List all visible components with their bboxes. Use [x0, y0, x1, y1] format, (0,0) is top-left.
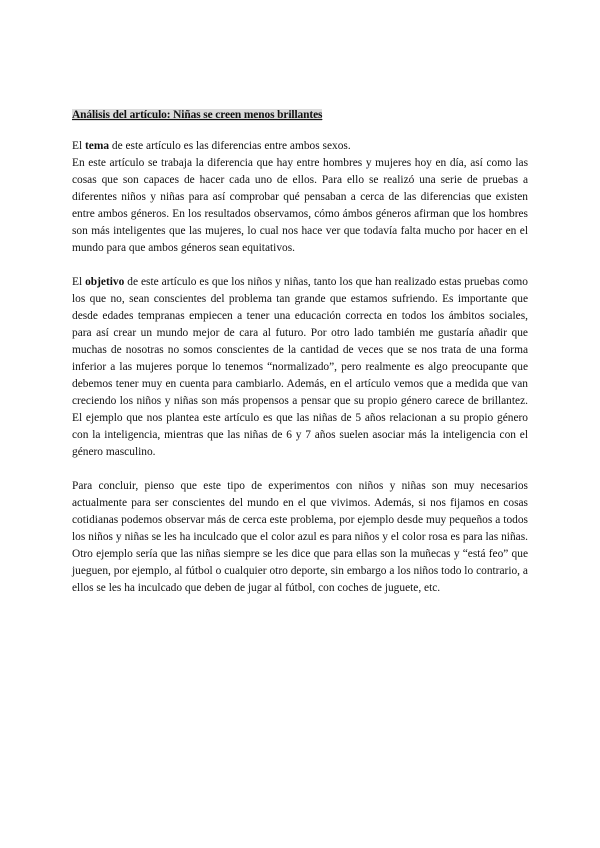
title-line [72, 108, 528, 123]
tema-prefix: El [72, 140, 85, 152]
tema-text: de este artículo es las diferencias entre ambos sexos. [109, 140, 351, 152]
tema-line [72, 138, 528, 155]
document-body [72, 108, 528, 597]
tema-keyword: tema [84, 140, 110, 152]
objetivo-text: de este artículo es que los niños y niñas, tanto los que han realizado estas pruebas como los que no, sean conscientes del problema tan grande que estamos sufriendo. Es importante que desde edades tempranas empiecen a tener una educación correcta en todos los ámbitos sociales, para así crear un mundo mejor de cara al futuro. Por otro lado también me gustaría añadir que muchas de nosotras no somos conscientes de la cantidad de veces que se nos trata de una forma inferior a las mujeres porque lo tenemos “normalizado”, pero realmente es algo preocupante que debemos tener muy en cuenta para cambiarlo. Además, en el artículo vemos que a medida que van creciendo los niños y niñas son más propensos a pensar que su propio género carece de brillantez. El ejemplo que nos plantea este artículo es que las niñas de 5 años relacionan a su propio género con la inteligencia, mientras que las niñas de 6 y 7 años suelen asociar más la inteligencia con el género masculino. [72, 276, 528, 458]
objetivo-prefix: El [72, 276, 86, 288]
paragraph-gap [72, 257, 528, 274]
objetivo-keyword: objetivo [85, 276, 125, 288]
document-title: Análisis del artículo: Niñas se creen menos brillantes [72, 109, 323, 121]
paragraph-conclusion: Para concluir, pienso que este tipo de experimentos con niños y niñas son muy necesarios actualmente para ser conscientes del mundo en el que vivimos. Además, si nos fijamos en cosas cotidianas podemos observar más de cerca este problema, por ejemplo desde muy pequeños a todos los niños y niñas se les ha inculcado que el color azul es para niños y el color rosa es para las niñas. Otro ejemplo sería que las niñas siempre se les dice que para ellas son la muñecas y “está feo” que jueguen, por ejemplo, al fútbol o cualquier otro deporte, sin embargo a los niños todo lo contrario, a ellos se les ha inculcado que deben de jugar al fútbol, con coches de juguete, etc. [72, 480, 528, 594]
paragraph-objetivo [72, 274, 528, 461]
paragraph-summary: En este artículo se trabaja la diferencia que hay entre hombres y mujeres hoy en día, así como las cosas que son capaces de hacer cada uno de ellos. Para ello se realizó una serie de pruebas a diferentes niños y niñas para así comprobar qué pensaban a cerca de las diferencias que existen entre ambos géneros. En los resultados observamos, cómo ámbos géneros afirman que los hombres son más inteligentes que las mujeres, lo cual nos hace ver que todavía falta mucho por hacer en el mundo para que ambos géneros sean equitativos. [72, 157, 528, 254]
paragraph-gap [72, 461, 528, 478]
